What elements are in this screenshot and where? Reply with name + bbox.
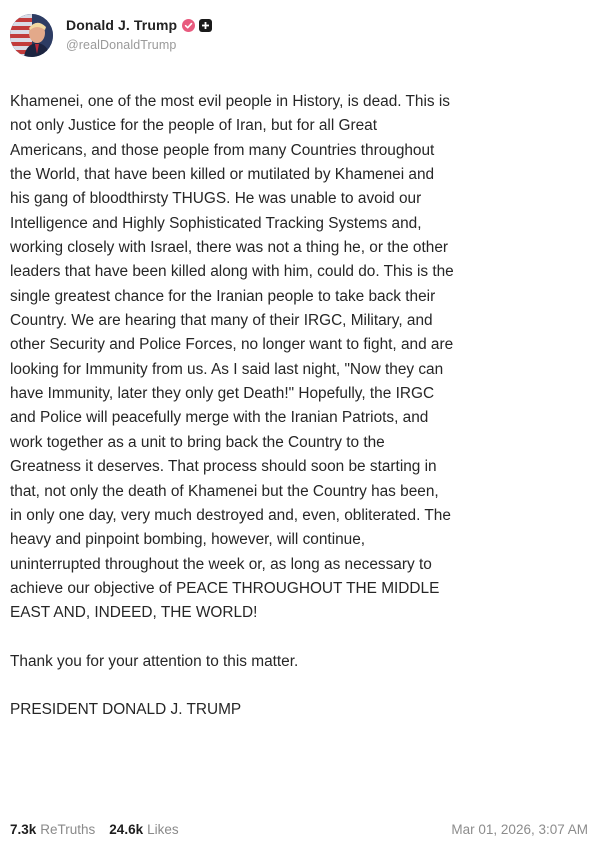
- post-timestamp[interactable]: Mar 01, 2026, 3:07 AM: [451, 822, 588, 837]
- likes-count: 24.6k: [109, 822, 144, 837]
- retruths-stat[interactable]: [10, 822, 95, 837]
- paragraph-spacer: [10, 674, 586, 698]
- post-signature: PRESIDENT DONALD J. TRUMP: [10, 700, 242, 718]
- display-name[interactable]: Donald J. Trump: [66, 17, 178, 33]
- verified-check-icon: [182, 19, 195, 32]
- retruths-count: 7.3k: [10, 822, 37, 837]
- avatar[interactable]: [10, 14, 53, 57]
- likes-stat[interactable]: [109, 822, 178, 837]
- plus-badge-icon: [199, 19, 212, 32]
- author-handle[interactable]: @realDonaldTrump: [66, 38, 177, 52]
- post-content: [10, 90, 590, 722]
- likes-label: Likes: [147, 822, 179, 837]
- name-row: [66, 16, 212, 34]
- author-identity: [66, 12, 212, 52]
- post-closing-line: Thank you for your attention to this matter.: [10, 652, 299, 670]
- profile-photo-icon: [10, 14, 53, 57]
- post-body-paragraph: Khamenei, one of the most evil people in History, is dead. This is not only Justice for the people of Iran, but for all Great Americans, and those people from many Countries throughout the World, that have been killed or mutilated by Khamenei and his gang of bloodthirsty THUGS. He was unable to avoid our Intelligence and Highly Sophisticated Tracking Systems and, working closely with Israel, there was not a thing he, or the other leaders that have been killed along with him, could do. This is the single greatest chance for the Iranian people to take back their Country. We are hearing that many of their IRGC, Military, and other Security and Police Forces, no longer want to fight, and are looking for Immunity from us. As I said last night, "Now they can have Immunity, later they only get Death!" Hopefully, the IRGC and Police will peacefully merge with the Iranian Patriots, and work together as a unit to bring back the Country to the Greatness it deserves. That process should soon be starting in that, not only the death of Khamenei but the Country has been, in only one day, very much destroyed and, even, obliterated. The heavy and pinpoint bombing, however, will continue, uninterrupted throughout the week or, as long as necessary to achieve our objective of PEACE THROUGHOUT THE MIDDLE EAST AND, INDEED, THE WORLD!: [10, 93, 454, 622]
- retruths-label: ReTruths: [40, 822, 96, 837]
- engagement-stats: [10, 822, 193, 837]
- post-footer: [10, 822, 590, 837]
- post-header: [10, 12, 590, 64]
- paragraph-spacer: [10, 626, 586, 650]
